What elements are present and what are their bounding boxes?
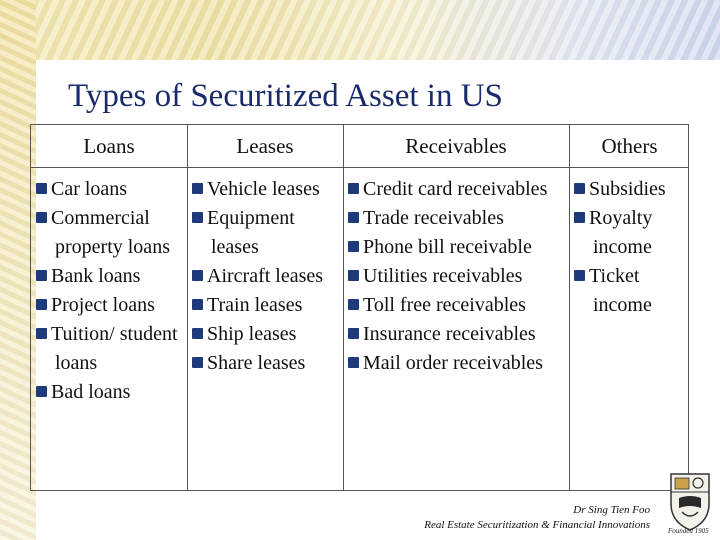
square-bullet-icon bbox=[36, 299, 47, 310]
square-bullet-icon bbox=[348, 212, 359, 223]
square-bullet-icon bbox=[574, 183, 585, 194]
square-bullet-icon bbox=[192, 212, 203, 223]
list-item: Ticket income bbox=[574, 262, 688, 320]
list-item: Tuition/ student loans bbox=[36, 320, 186, 378]
column-divider bbox=[187, 125, 188, 490]
square-bullet-icon bbox=[348, 328, 359, 339]
list-item: Utilities receivables bbox=[348, 262, 568, 291]
list-item: Commercial property loans bbox=[36, 204, 186, 262]
list-item: Bank loans bbox=[36, 262, 186, 291]
list-item: Aircraft leases bbox=[192, 262, 342, 291]
list-item: Toll free receivables bbox=[348, 291, 568, 320]
receivables-list bbox=[348, 175, 568, 378]
list-item: Mail order receivables bbox=[348, 349, 568, 378]
leases-list bbox=[192, 175, 342, 378]
list-item: Train leases bbox=[192, 291, 342, 320]
list-item: Insurance receivables bbox=[348, 320, 568, 349]
list-item: Equipment leases bbox=[192, 204, 342, 262]
square-bullet-icon bbox=[348, 241, 359, 252]
list-item: Vehicle leases bbox=[192, 175, 342, 204]
column-divider bbox=[569, 125, 570, 490]
square-bullet-icon bbox=[192, 270, 203, 281]
list-item: Share leases bbox=[192, 349, 342, 378]
list-item: Project loans bbox=[36, 291, 186, 320]
list-item: Ship leases bbox=[192, 320, 342, 349]
list-item: Trade receivables bbox=[348, 204, 568, 233]
list-item: Phone bill receivable bbox=[348, 233, 568, 262]
header-divider bbox=[31, 167, 688, 168]
square-bullet-icon bbox=[192, 357, 203, 368]
slide-footer bbox=[424, 503, 650, 533]
crest-founded-text: Founded 1905 bbox=[668, 527, 709, 535]
column-header-receivables: Receivables bbox=[405, 134, 507, 158]
square-bullet-icon bbox=[574, 212, 585, 223]
others-list bbox=[574, 175, 688, 320]
square-bullet-icon bbox=[36, 183, 47, 194]
square-bullet-icon bbox=[348, 270, 359, 281]
column-divider bbox=[343, 125, 344, 490]
square-bullet-icon bbox=[36, 212, 47, 223]
square-bullet-icon bbox=[192, 328, 203, 339]
decorative-top-band bbox=[0, 0, 720, 64]
square-bullet-icon bbox=[192, 299, 203, 310]
column-header-others: Others bbox=[601, 134, 658, 158]
list-item: Bad loans bbox=[36, 378, 186, 407]
column-header-leases: Leases bbox=[236, 134, 294, 158]
list-item: Credit card receivables bbox=[348, 175, 568, 204]
slide-title: Types of Securitized Asset in US bbox=[68, 78, 503, 114]
footer-author: Dr Sing Tien Foo bbox=[573, 504, 650, 516]
square-bullet-icon bbox=[36, 270, 47, 281]
column-header-loans: Loans bbox=[83, 134, 135, 158]
asset-types-table bbox=[30, 124, 689, 491]
list-item: Royalty income bbox=[574, 204, 688, 262]
list-item: Subsidies bbox=[574, 175, 688, 204]
footer-course: Real Estate Securitization & Financial Innovations bbox=[424, 519, 650, 531]
square-bullet-icon bbox=[36, 386, 47, 397]
square-bullet-icon bbox=[192, 183, 203, 194]
loans-list bbox=[36, 175, 186, 407]
square-bullet-icon bbox=[348, 183, 359, 194]
square-bullet-icon bbox=[36, 328, 47, 339]
square-bullet-icon bbox=[574, 270, 585, 281]
square-bullet-icon bbox=[348, 357, 359, 368]
square-bullet-icon bbox=[348, 299, 359, 310]
list-item: Car loans bbox=[36, 175, 186, 204]
